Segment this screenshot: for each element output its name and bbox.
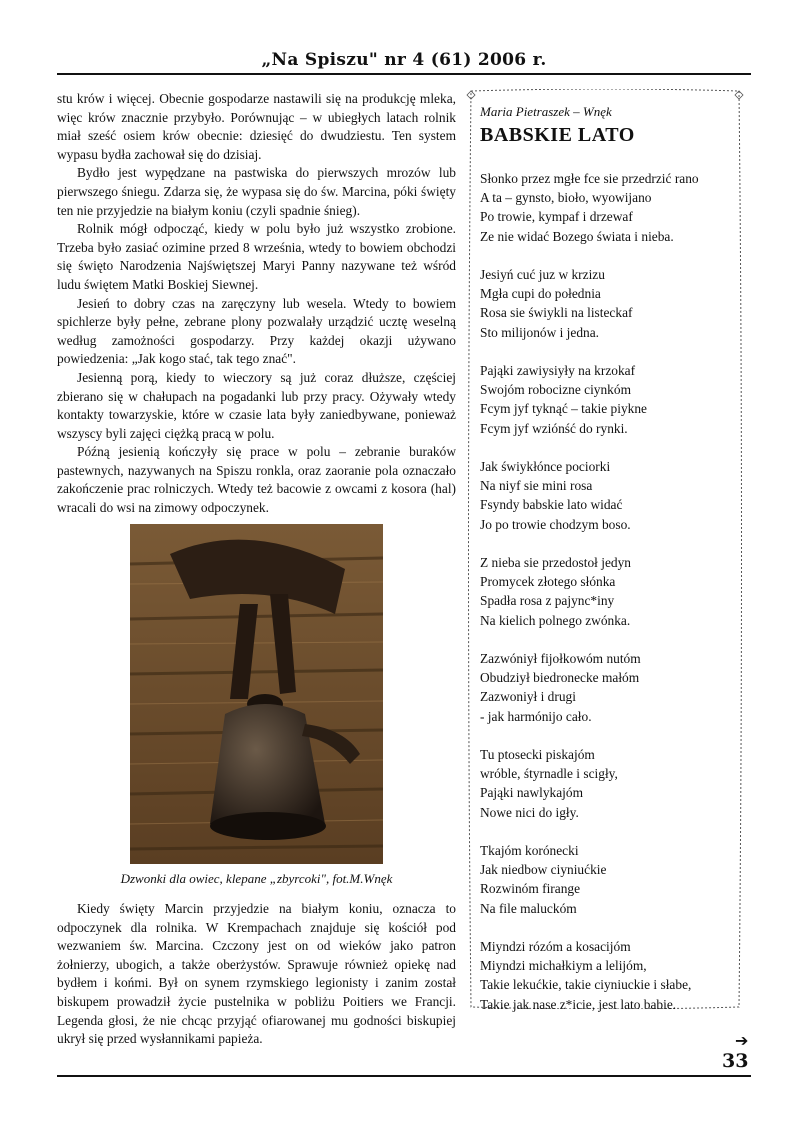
- poem-body: [480, 169, 740, 1033]
- poem-line: Na file maluckóm: [480, 900, 577, 916]
- paragraph: Jesienną porą, kiedy to wieczory są już coraz dłuższe, częściej zbierano się w chałupach na pogadanki lub przy pracy. Ożywały wtedy kontakty towarzyskie, które w czasie lata były zaniedbywane, ponieważ wszyscy byli zajęci ciężką pracą w polu.: [57, 369, 456, 441]
- sheep-bells-photo: [130, 524, 383, 864]
- poem-line: Tu ptosecki piskajóm: [480, 747, 595, 762]
- poem-stanza: [480, 937, 740, 1014]
- poem-line: - jak harmónijo cało.: [480, 708, 592, 724]
- poem-line: Zazwoniył i drugi: [480, 689, 576, 705]
- article-column-top: [57, 90, 456, 518]
- poem-line: Fcym jyf wziónść do rynki.: [480, 420, 628, 436]
- poem-stanza: [480, 553, 740, 630]
- poem-line: Promycek złotego słónka: [480, 574, 616, 590]
- poem-line: Takie jak nase z*icie, jest lato babie.: [480, 996, 677, 1012]
- poem-line: Zazwóniył fijołkowóm nutóm: [480, 651, 641, 666]
- poem-line: Jak niedbow ciyniućkie: [480, 862, 607, 878]
- poem-stanza: [480, 169, 740, 246]
- header-rule: [57, 73, 751, 75]
- poem-line: Z nieba sie przedostoł jedyn: [480, 555, 631, 570]
- poem-stanza: [480, 361, 740, 438]
- poem-line: Swojóm robocizne ciynkóm: [480, 382, 631, 398]
- poem-stanza: [480, 457, 740, 534]
- poem-author: Maria Pietraszek – Wnęk: [480, 104, 612, 119]
- poem-line: Nowe nici do igły.: [480, 804, 579, 820]
- paragraph: Kiedy święty Marcin przyjedzie na białym koniu, oznacza to odpoczynek dla rolnika. W Krempachach znajduje się kościół pod wezwaniem św. Marcina. Czczony jest on od wieków jako patron żołnierzy, ubogich, a także oberżystów. Sprawuje również opiekę nad bydłem i końmi. Był on synem rzymskiego legionisty i zanim został biskupem prowadził życie pustelnika w pobliżu Poitiers we Francji. Legenda głosi, że nie chcąc przyjąć ofiarowanej mu godności biskupiej ukrył się przed wysłannikami papieża.: [57, 901, 456, 1047]
- poem-line: Fsyndy babskie lato widać: [480, 497, 623, 513]
- poem-line: Po trowie, kympaf i drzewaf: [480, 209, 633, 225]
- poem-line: Pająki nawlykajóm: [480, 785, 584, 801]
- article-column-bottom: [57, 900, 456, 1049]
- paragraph: Rolnik mógł odpocząć, kiedy w polu było już wszystko zrobione. Trzeba było zasiać ozimine przed 8 września, wtedy to bowiem obchodzi się święto Narodzenia Najświętszej Maryi Panny nazywane też wśród ludu świętem Matki Boskiej Siewnej.: [57, 221, 456, 292]
- poem-line: Słonko przez mgłe fce sie przedrzić rano: [480, 171, 699, 186]
- poem-stanza: [480, 649, 740, 726]
- poem-line: Mgła cupi do połednia: [480, 286, 601, 302]
- page-number: 33: [722, 1050, 749, 1072]
- poem-line: wróble, śtyrnadle i scigły,: [480, 766, 618, 782]
- poem-line: Ze nie widać Bozego świata i nieba.: [480, 228, 674, 244]
- paragraph: Późną jesienią kończyły się prace w polu – zebranie buraków pastewnych, nazywanych na Spiszu ronkla, oraz zaoranie pola oznaczało zakończenie prac rolniczych. Wtedy też bacowie z owcami z kosora (hal) wracali do wsi na zimowy odpoczynek.: [57, 444, 456, 516]
- poem-line: Obudziył biedronecke małóm: [480, 670, 640, 686]
- poem-stanza: [480, 745, 740, 822]
- poem-line: Jak świykłónce pociorki: [480, 459, 611, 474]
- poem-line: Na kielich polnego zwónka.: [480, 612, 631, 628]
- poem-stanza: [480, 841, 740, 918]
- paragraph: Jesień to dobry czas na zaręczyny lub wesela. Wtedy to bowiem spichlerze były pełne, zebrane plony pozwalały urządzić ucztę weselną według zamożności gospodarzy. Przy każdej okazji używano powiedzenia: „Jak kogo stać, tak tego znać".: [57, 295, 456, 367]
- photo-caption: Dzwonki dla owiec, klepane „zbyrcoki", fot.M.Wnęk: [120, 871, 393, 886]
- poem-line: Jesiyń cuć juz w krzizu: [480, 267, 605, 282]
- poem-line: Na niyf sie mini rosa: [480, 478, 593, 494]
- poem-line: Rozwinóm firange: [480, 881, 581, 897]
- arrow-right-icon: ➔: [735, 1031, 749, 1050]
- poem-line: Pająki zawiysiyły na krzokaf: [480, 363, 636, 378]
- poem-title: BABSKIE LATO: [480, 124, 635, 146]
- poem-line: Sto milijonów i jedna.: [480, 324, 600, 340]
- poem-stanza: [480, 265, 740, 342]
- poem-line: Spadła rosa z pajync*iny: [480, 593, 615, 609]
- paragraph: Bydło jest wypędzane na pastwiska do pierwszych mrozów lub pierwszego śniegu. Zdarza się, że wypasa się do św. Marcina, póki święty ten nie przyjedzie na białym koniu (czyli spadnie śnieg).: [57, 165, 456, 218]
- poem-line: Rosa sie świykli na listeckaf: [480, 305, 633, 321]
- poem-line: Tkajóm korónecki: [480, 843, 579, 858]
- page-header: „Na Spiszu" nr 4 (61) 2006 r.: [261, 50, 547, 70]
- poem-line: Miyndzi michałkiym a lelijóm,: [480, 958, 647, 974]
- poem-line: Jo po trowie chodzym boso.: [480, 516, 631, 532]
- paragraph: stu krów i więcej. Obecnie gospodarze nastawili się na produkcję mleka, więc krów znacznie przybyło. Porównując – w ubiegłych latach rolnik miał sześć osiem krów obecnie: dziesięć do dwudziestu. Ten system wypasu bydła zachował się do dzisiaj.: [57, 91, 456, 162]
- poem-line: A ta – gynsto, bioło, wyowijano: [480, 190, 652, 206]
- poem-line: Fcym jyf tyknąć – takie piykne: [480, 401, 647, 417]
- poem-line: Miyndzi rózóm a kosacijóm: [480, 939, 631, 954]
- poem-line: Takie lekućkie, takie ciyniuckie i słabe,: [480, 977, 692, 993]
- footer-rule: [57, 1075, 751, 1077]
